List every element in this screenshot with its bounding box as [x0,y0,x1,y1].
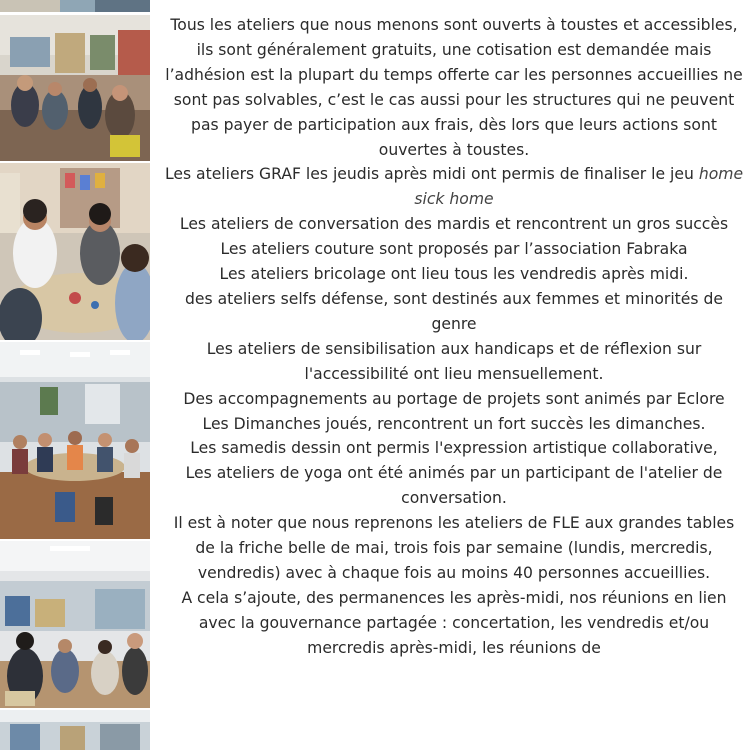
paragraph-bricolage: Les ateliers bricolage ont lieu tous les vendredis après midi. [219,265,689,284]
photo-top-sliver [0,0,150,12]
photo-table-game [0,163,150,340]
paragraph-couture: Les ateliers couture sont proposés par l’association Fabraka [220,240,688,259]
paragraph-conversation: Les ateliers de conversation des mardis et rencontrent un gros succès [179,215,729,234]
paragraph-dimanches: Les Dimanches joués, rencontrent un fort succès les dimanches. [202,414,706,433]
photo-classroom [0,541,150,708]
photo-collage [0,0,150,750]
paragraph-yoga: Les ateliers de yoga ont été animés par un participant de l'atelier de conversation. [185,464,723,508]
photo-circle-meeting [0,342,150,539]
paragraph-dessin: Les samedis dessin ont permis l'expression artistique collaborative, [190,439,718,458]
paragraph-handicap: Les ateliers de sensibilisation aux handicaps et de réflexion sur l'accessibilité ont lieu mensuellement. [206,339,702,383]
paragraph-intro: Tous les ateliers que nous menons sont ouverts à toustes et accessibles, ils sont généralement gratuits, une cotisation est demandée mais l’adhésion est la plupart du temps offerte car les personnes accueillies ne sont pas solvables, c’est le cas aussi pour les structures qui ne peuvent pas payer de participation aux frais, dès lors que leurs actions sont ouvertes à toustes. [165,16,743,159]
photo-sewing-room [0,15,150,161]
paragraph-self-defense: des ateliers selfs défense, sont destinés aux femmes et minorités de genre [185,289,723,333]
paragraph-permanences: A cela s’ajoute, des permanences les après-midi, nos réunions en lien avec la gouvernance partagée : concertation, les vendredis et/ou mercredis après-midi, les réunions de [181,588,727,657]
photo-bottom-room [0,710,150,750]
paragraph-graf-text: Les ateliers GRAF les jeudis après midi ont permis de finaliser le jeu [164,165,694,184]
paragraph-eclore: Des accompagnements au portage de projets sont animés par Eclore [183,389,725,408]
game-title-emphasis: home sick home [414,165,744,209]
text-column [163,13,745,661]
paragraph-fle: Il est à noter que nous reprenons les ateliers de FLE aux grandes tables de la friche belle de mai, trois fois par semaine (lundis, mercredis, vendredis) avec à chaque fois au moins 40 personnes accueillies. [173,514,735,582]
paragraph-graf [163,162,745,212]
